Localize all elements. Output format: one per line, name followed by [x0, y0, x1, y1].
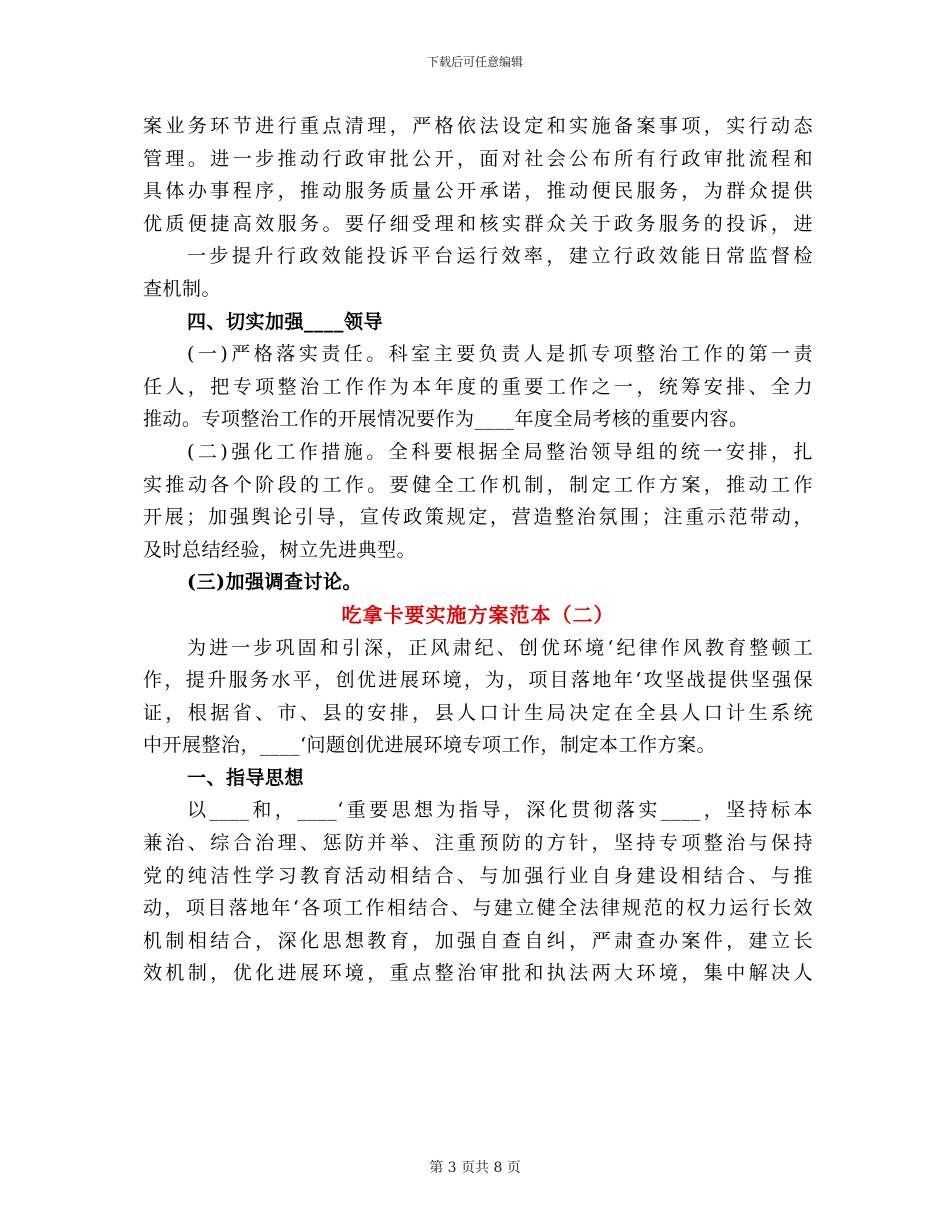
paragraph-line: 开展；加强舆论引导，宣传政策规定，营造整治氛围；注重示范带动， [143, 506, 813, 529]
paragraph-line: 中开展整治，____‘问题创优进展环境专项工作，制定本工作方案。 [143, 734, 717, 757]
paragraph-line: 实推动各个阶段的工作。要健全工作机制，制定工作方案，推动工作 [143, 473, 813, 496]
paragraph-line: 推动。专项整治工作的开展情况要作为____年度全局考核的重要内容。 [143, 408, 749, 431]
paragraph-line: 具体办事程序，推动服务质量公开承诺，推动便民服务，为群众提供 [143, 180, 813, 203]
document-body [143, 110, 813, 990]
paragraph-line: 机制相结合，深化思想教育，加强自查自纠，严肃查办案件，建立长 [143, 929, 813, 952]
paragraph-line: (二)强化工作措施。全科要根据全局整治领导组的统一安排，扎 [187, 440, 813, 463]
page-footer: 第 3 页共 8 页 [429, 1160, 521, 1176]
paragraph-line: 作，提升服务水平，创优进展环境，为，项目落地年‘攻坚战提供坚强保 [143, 669, 813, 692]
paragraph-line: 动，项目落地年‘各项工作相结合、与建立健全法律规范的权力运行长效 [143, 897, 813, 920]
paragraph-line: 效机制，优化进展环境，重点整治审批和执法两大环境，集中解决人 [143, 962, 813, 985]
section-heading: (三)加强调查讨论。 [187, 571, 362, 594]
section-heading: 四、切实加强____领导 [187, 310, 384, 333]
paragraph-line: 以____和，____‘重要思想为指导，深化贯彻落实____，坚持标本 [187, 799, 813, 822]
paragraph-line: 管理。进一步推动行政审批公开，面对社会公布所有行政审批流程和 [143, 147, 813, 170]
paragraph-line: 一步提升行政效能投诉平台运行效率，建立行政效能日常监督检 [187, 245, 813, 268]
paragraph-line: (一)严格落实责任。科室主要负责人是抓专项整治工作的第一责 [187, 343, 813, 366]
paragraph-line: 证，根据省、市、县的安排，县人口计生局决定在全县人口计生系统 [143, 701, 813, 724]
section-heading: 一、指导思想 [187, 766, 305, 789]
paragraph-line: 任人，把专项整治工作作为本年度的重要工作之一，统筹安排、全力 [143, 375, 813, 398]
paragraph-line: 兼治、综合治理、惩防并举、注重预防的方针，坚持专项整治与保持 [143, 832, 813, 855]
paragraph-line: 优质便捷高效服务。要仔细受理和核实群众关于政务服务的投诉，进 [143, 212, 813, 235]
paragraph-line: 党的纯洁性学习教育活动相结合、与加强行业自身建设相结合、与推 [143, 864, 813, 887]
paragraph-line: 为进一步巩固和引深，正风肃纪、创优环境‘纪律作风教育整顿工 [187, 636, 813, 659]
paragraph-line: 案业务环节进行重点清理，严格依法设定和实施备案事项，实行动态 [143, 115, 813, 137]
paragraph-line: 查机制。 [143, 277, 222, 300]
document-title: 吃拿卡要实施方案范本（二） [341, 602, 615, 627]
paragraph-line: 及时总结经验，树立先进典型。 [143, 538, 417, 561]
page-header: 下载后可任意编辑 [426, 55, 523, 69]
